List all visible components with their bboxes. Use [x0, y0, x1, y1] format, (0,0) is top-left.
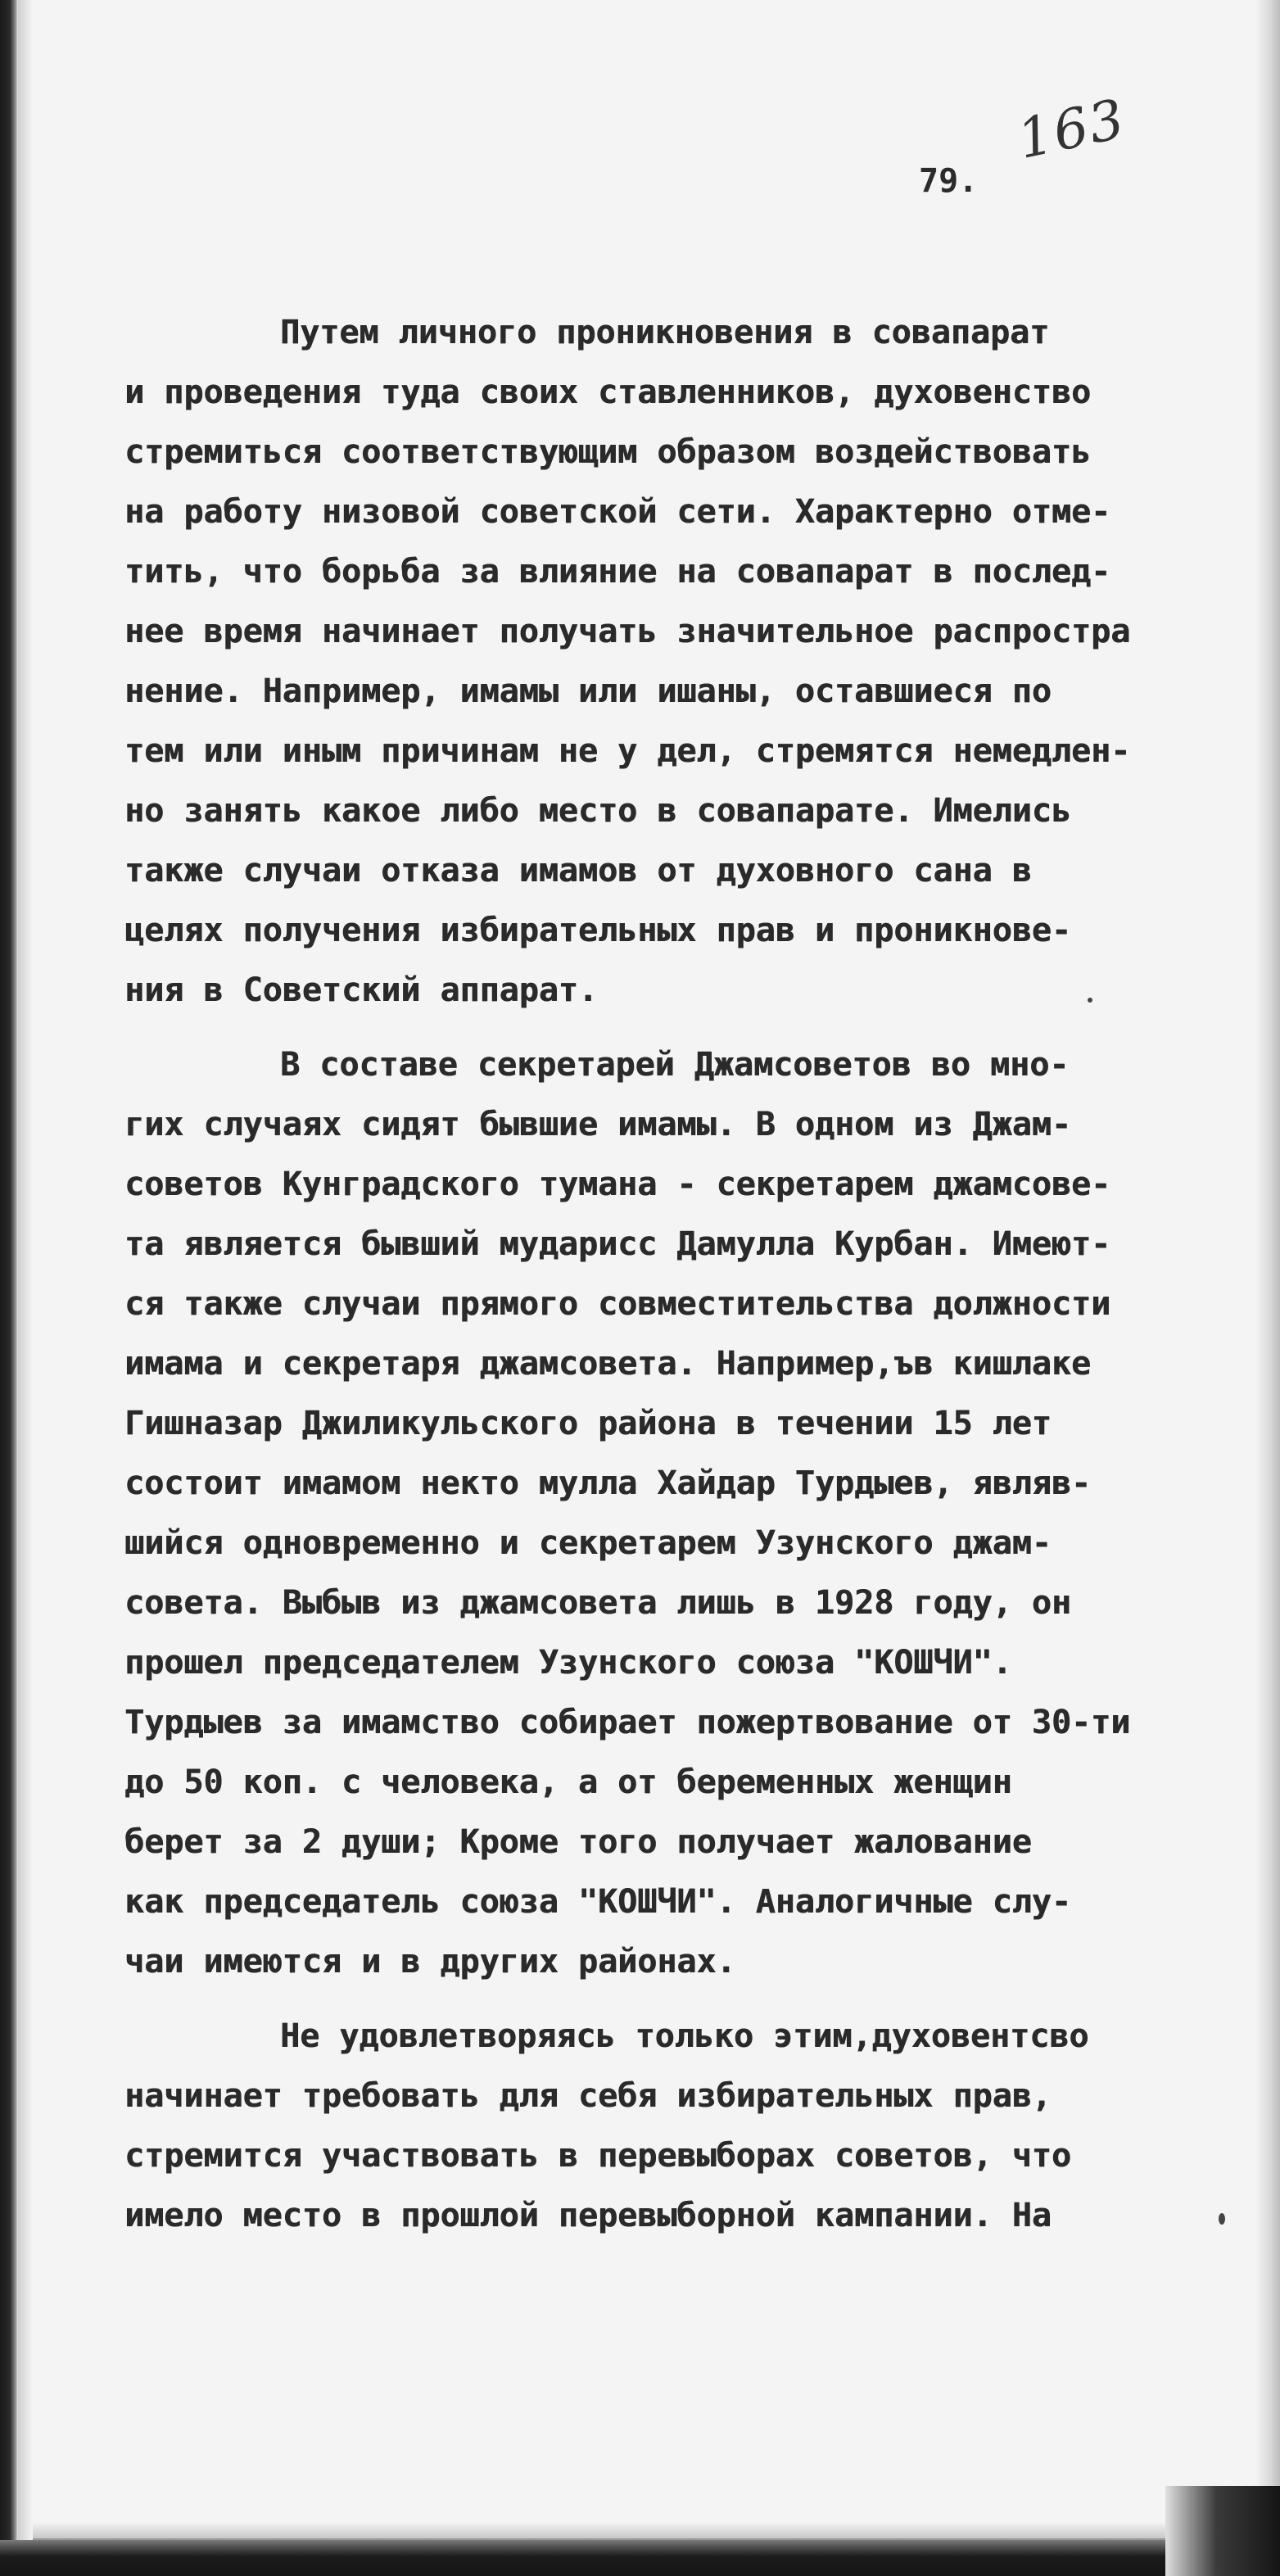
text-line: советов Кунградского тумана - секретарем джамсове-: [124, 1166, 1111, 1203]
paragraph-gap: [124, 1992, 1148, 2007]
text-line: также случаи отказа имамов от духовного сана в: [124, 852, 1032, 890]
text-line: гих случаях сидят бывшие имамы. В одном из Джам-: [124, 1106, 1071, 1143]
scan-right-shade: [1255, 0, 1280, 2576]
text-line: ся также случаи прямого совместительства должности: [124, 1285, 1111, 1323]
text-line: тем или иным причинам не у дел, стремятся немедлен-: [124, 732, 1131, 770]
text-line: шийся одновременно и секретарем Узунского джам-: [124, 1524, 1052, 1562]
scan-left-edge: [0, 0, 18, 2576]
text-line: имама и секретаря джамсовета. Например,ъв кишлаке: [124, 1345, 1092, 1383]
paragraph-2: [124, 1035, 1148, 1992]
scan-corner-shadow: [1165, 2486, 1280, 2576]
text-line: состоит имамом некто мулла Хайдар Турдыев, являв-: [124, 1465, 1092, 1502]
scan-bottom-paper-edge: [33, 2522, 1171, 2540]
document-body: [124, 303, 1148, 2246]
text-line: до 50 коп. с человека, а от беременных женщин: [124, 1763, 1012, 1801]
text-line: Путем личного проникновения в совапарат: [280, 314, 1050, 351]
text-line: тить, что борьба за влияние на совапарат в послед-: [124, 553, 1111, 591]
archive-sheet-number: 163: [1011, 87, 1132, 171]
text-line: Гишназар Джиликульского района в течении 15 лет: [124, 1405, 1052, 1442]
paragraph-1: [124, 303, 1148, 1021]
text-line: ния в Советский аппарат.: [124, 971, 598, 1009]
text-line: целях получения избирательных прав и проникнове-: [124, 912, 1071, 949]
text-line: та является бывший мударисс Дамулла Курбан. Имеют-: [124, 1225, 1111, 1263]
text-line: но занять какое либо место в совапарате. Имелись: [124, 792, 1071, 830]
text-line: как председатель союза "КОШЧИ". Аналогичные слу-: [124, 1883, 1071, 1921]
text-line: чаи имеются и в других районах.: [124, 1943, 736, 1981]
text-line: стремится участвовать в перевыборах советов, что: [124, 2137, 1071, 2175]
text-line: Турдыев за имамство собирает пожертвование от 30-ти: [124, 1704, 1131, 1741]
scan-bottom-band: [0, 2540, 1280, 2576]
text-line: на работу низовой советской сети. Характерно отме-: [124, 493, 1111, 531]
text-line: прошел председателем Узунского союза "КОШЧИ".: [124, 1644, 1012, 1682]
text-line: берет за 2 души; Кроме того получает жалованиe: [124, 1823, 1032, 1861]
paragraph-gap: [124, 1021, 1148, 1035]
page-number: 79.: [919, 162, 979, 200]
text-line: нее время начинает получать значительное распростра: [124, 613, 1131, 650]
text-line: Не удовлетворяясь только этим,духовентсво: [280, 2017, 1089, 2055]
text-line: начинает требовать для себя избирательных прав,: [124, 2077, 1052, 2115]
text-line: и проведения туда своих ставленников, духовенство: [124, 373, 1092, 411]
text-line: В составе секретарей Джамсоветов во мно-: [280, 1046, 1070, 1084]
scan-speck: [1219, 2213, 1225, 2225]
text-line: нение. Например, имамы или ишаны, оставшиеся по: [124, 672, 1052, 710]
text-line: совета. Выбыв из джамсовета лишь в 1928 году, он: [124, 1584, 1071, 1622]
scan-left-shadow: [18, 0, 33, 2576]
text-line: имело место в прошлой перевыборной кампании. На: [124, 2197, 1052, 2234]
paragraph-3: [124, 2007, 1148, 2246]
text-line: стремиться соответствующим образом воздействовать: [124, 433, 1092, 471]
